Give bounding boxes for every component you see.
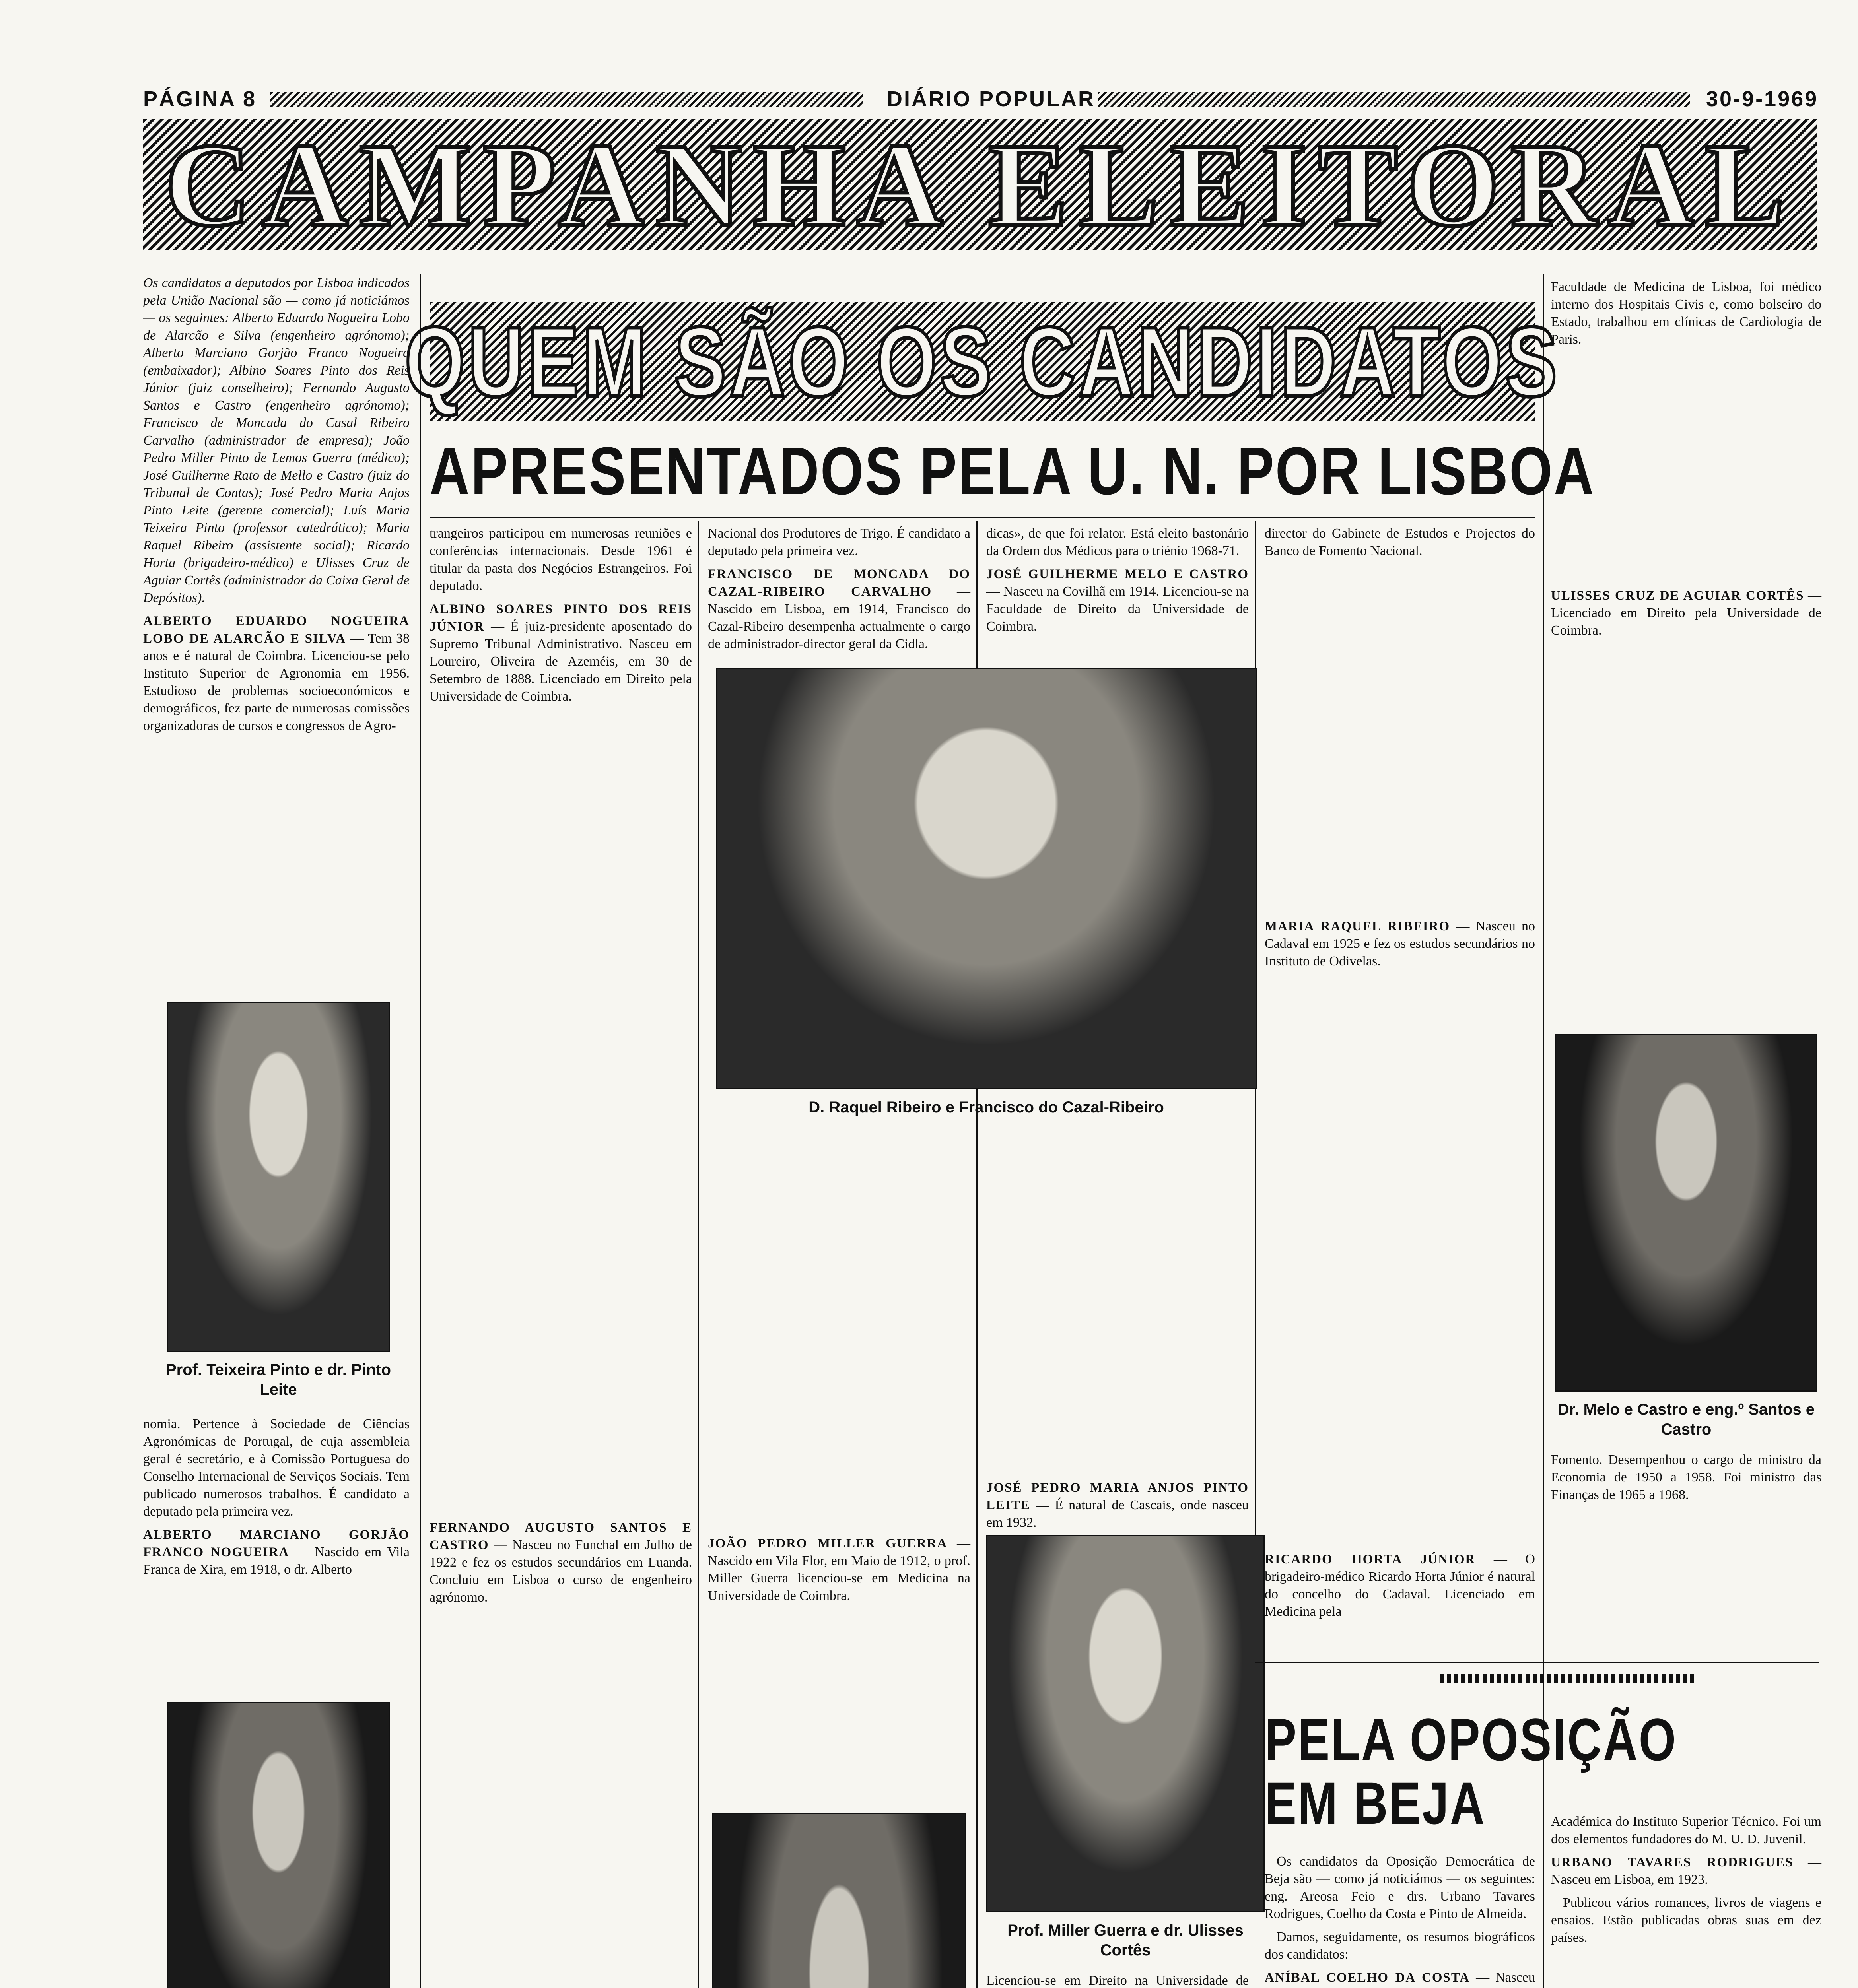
headline-rule: [430, 517, 1535, 518]
candidate-byline: FRANCISCO DE MONCADA DO CAZAL-RIBEIRO CARVALHO: [708, 567, 970, 599]
column-3: [708, 525, 970, 658]
candidate-text: — Licenciado em Direito pela Universidade de Coimbra.: [1551, 588, 1821, 638]
candidate-text: — O brigadeiro-médico Ricardo Horta Júnior é natural do concelho do Cadaval. Licenciado em Medicina pela: [1265, 1552, 1535, 1619]
header-hatch-right: [1098, 92, 1690, 107]
candidate-text: — É natural de Cascais, onde nasceu em 1932.: [986, 1498, 1249, 1530]
campaign-banner: [143, 119, 1817, 250]
headline-subtitle: APRESENTADOS PELA U. N. POR LISBOA: [430, 433, 1595, 509]
photo-ribeiro-cazal-ribeiro: [716, 668, 1257, 1089]
opposition-column-left: [1265, 1853, 1535, 1988]
column-rule: [698, 521, 699, 1988]
candidate-byline: ANÍBAL COELHO DA COSTA: [1265, 1971, 1470, 1985]
candidate-text: — Tem 38 anos e é natural de Coimbra. Licenciou-se pelo Instituto Superior de Agronomia em 1956. Estudioso de problemas socioeconómicos e demográficos, fez parte de numerosas comissões organizadoras de cursos e congressos de Agro-: [143, 631, 410, 733]
candidate-text: — Nasceu no Cadaval em 1925 e fez os estudos secundários no Instituto de Odivelas.: [1265, 919, 1535, 969]
column-rule: [420, 274, 421, 1988]
intro-paragraph: Os candidatos a deputados por Lisboa indicados pela União Nacional são — como já noticiámos — os seguintes: Alberto Eduardo Nogueira Lobo de Alarcão e Silva (engenheiro agrónomo); Alberto Marciano Gorjão Franco Nogueira (embaixador); Albino Soares Pinto dos Reis Júnior (juiz conselheiro); Fernando Augusto Santos e Castro (engenheiro agrónomo); Francisco de Moncada do Casal Ribeiro Carvalho (administrador de empresa); João Pedro Miller Pinto de Lemos Guerra (médico); José Guilherme Rato de Mello e Castro (juiz do Tribunal de Contas); José Pedro Maria Anjos Pinto Leite (gerente comercial); Luís Maria Teixeira Pinto (professor catedrático); Maria Raquel Ribeiro (assistente social); Ricardo Horta (brigadeiro-médico) e Ulisses Cruz de Aguiar Cortês (administrador da Caixa Geral de Depósitos).: [143, 276, 410, 605]
candidate-text: Publicou vários romances, livros de viagens e ensaios. Estão publicadas obras suas em dez países.: [1551, 1895, 1821, 1945]
candidate-text: Faculdade de Medicina de Lisboa, foi médico interno dos Hospitais Civis e, como bolseiro do Estado, trabalhou em clínicas de Cardiologia de Paris.: [1551, 280, 1821, 347]
candidate-text: Nacional dos Produtores de Trigo. É candidato a deputado pela primeira vez.: [708, 526, 970, 558]
candidate-text: — Nasceu no Funchal em Julho de 1922 e fez os estudos secundários em Luanda. Concluiu em Lisboa o curso de engenheiro agrónomo.: [430, 1538, 692, 1605]
photo-horta-reis: [712, 1813, 966, 1988]
opposition-intro: Os candidatos da Oposição Democrática de Beja são — como já noticiámos — os seguintes: eng. Areosa Feio e drs. Urbano Tavares Rodrigues, Coelho da Costa e Pinto de Almeida.: [1265, 1854, 1535, 1921]
photo-caption: Prof. Teixeira Pinto e dr. Pinto Leite: [165, 1361, 391, 1398]
candidate-byline: RICARDO HORTA JÚNIOR: [1265, 1552, 1476, 1567]
candidate-byline: JOSÉ GUILHERME MELO E CASTRO: [986, 567, 1249, 581]
candidate-text: Académica do Instituto Superior Técnico. Foi um dos elementos fundadores do M. U. D. Juvenil.: [1551, 1814, 1821, 1846]
candidate-text: Licenciou-se em Direito na Universidade de: [986, 1973, 1249, 1988]
opposition-title-line1: PELA OPOSIÇÃO: [1265, 1706, 1677, 1773]
opposition-intro-2: Damos, seguidamente, os resumos biográficos dos candidatos:: [1265, 1930, 1535, 1962]
opposition-column-right: [1551, 1813, 1821, 1952]
candidate-byline: JOÃO PEDRO MILLER GUERRA: [708, 1536, 948, 1551]
column-3-lower: [708, 1535, 970, 1610]
masthead-title: DIÁRIO POPULAR: [887, 87, 1096, 111]
candidate-text: trangeiros participou em numerosas reuniões e conferências internacionais. Desde 1961 é titular da pasta dos Negócios Estrangeiros. Foi deputado.: [430, 526, 692, 593]
candidate-byline: ALBINO SOARES PINTO DOS REIS JÚNIOR: [430, 602, 692, 634]
candidate-byline: ALBERTO MARCIANO GORJÃO FRANCO NOGUEIRA: [143, 1528, 410, 1559]
candidate-text: Fomento. Desempenhou o cargo de ministro da Economia de 1950 a 1958. Foi ministro das Finanças de 1965 a 1968.: [1551, 1452, 1821, 1502]
column-4-lower: [986, 1972, 1249, 1988]
candidate-text: — É juiz-presidente aposentado do Supremo Tribunal Administrativo. Nasceu em Loureiro, Oliveira de Azeméis, em 30 de Setembro de 1888. Licenciado em Direito pela Universidade de Coimbra.: [430, 619, 692, 704]
candidate-text: nomia. Pertence à Sociedade de Ciências Agronómicas de Portugal, de cuja assembleia geral é secretário, e à Comissão Portuguesa do Conselho Internacional de Serviços Sociais. Tem publicado numerosos trabalhos. É candidato a deputado pela primeira vez.: [143, 1417, 410, 1519]
section-rule: [1255, 1662, 1819, 1663]
candidate-byline: ALBERTO EDUARDO NOGUEIRA LOBO DE ALARCÃO E SILVA: [143, 614, 410, 646]
candidate-text: — Nasceu em Lisboa, em 1923.: [1551, 1855, 1822, 1887]
candidate-text: — Nascido em Lisboa, em 1914, Francisco do Cazal-Ribeiro desempenha actualmente o cargo de administrador-director geral da Cidla.: [708, 584, 971, 651]
column-4: [986, 525, 1249, 641]
candidate-byline: ULISSES CRUZ DE AGUIAR CORTÊS: [1551, 588, 1804, 603]
candidate-text: dicas», de que foi relator. Está eleito bastonário da Ordem dos Médicos para o triénio 1968-71.: [986, 526, 1249, 558]
column-6: [1551, 278, 1821, 645]
photo-caption: D. Raquel Ribeiro e Francisco do Cazal-Ribeiro: [809, 1099, 1164, 1116]
page-number: PÁGINA 8: [143, 87, 257, 111]
candidate-text: — Nasceu: [1476, 1970, 1535, 1985]
candidate-byline: URBANO TAVARES RODRIGUES: [1551, 1855, 1794, 1870]
header-hatch-left: [270, 92, 863, 107]
candidate-text: — Nascido em Vila Franca de Xira, em 1918, o dr. Alberto: [143, 1545, 410, 1577]
candidate-byline: FERNANDO AUGUSTO SANTOS E CASTRO: [430, 1520, 692, 1552]
column-5-lower: [1265, 1551, 1535, 1626]
photo-teixeira-pinto-leite: [167, 1002, 390, 1352]
photo-melo-santos-castro: [1555, 1034, 1817, 1392]
column-4-mid: [986, 1479, 1249, 1537]
headline-title: QUEM SÃO OS CANDIDATOS: [404, 306, 1560, 417]
column-6-lower: [1551, 1451, 1821, 1509]
banner-title: CAMPANHA ELEITORAL: [165, 119, 1796, 251]
candidate-byline: MARIA RAQUEL RIBEIRO: [1265, 919, 1450, 934]
photo-guerra-cortes: [986, 1535, 1265, 1912]
candidate-text: director do Gabinete de Estudos e Projectos do Banco de Fomento Nacional.: [1265, 526, 1535, 558]
photo-nogueira-alarcao: [167, 1702, 390, 1988]
page-date: 30-9-1969: [1706, 87, 1819, 111]
photo-caption: Prof. Miller Guerra e dr. Ulisses Cortês: [1007, 1922, 1244, 1959]
section-ornament: [1440, 1674, 1694, 1683]
opposition-title-line2: EM BEJA: [1265, 1770, 1486, 1837]
column-5: [1265, 525, 1535, 976]
photo-caption: Dr. Melo e Castro e eng.º Santos e Castro: [1558, 1401, 1815, 1438]
column-2-lower: [430, 1519, 692, 1612]
headline-box: [404, 302, 1560, 421]
candidate-byline: JOSÉ PEDRO MARIA ANJOS PINTO LEITE: [986, 1481, 1249, 1512]
column-1: [143, 274, 410, 740]
candidate-text: — Nasceu na Covilhã em 1914. Licenciou-se na Faculdade de Direito da Universidade de Coimbra.: [986, 584, 1249, 634]
candidate-text: — Nascido em Vila Flor, em Maio de 1912, o prof. Miller Guerra licenciou-se em Medicina na Universidade de Coimbra.: [708, 1536, 971, 1603]
column-2: [430, 525, 692, 711]
column-1-continued: [143, 1415, 410, 1584]
